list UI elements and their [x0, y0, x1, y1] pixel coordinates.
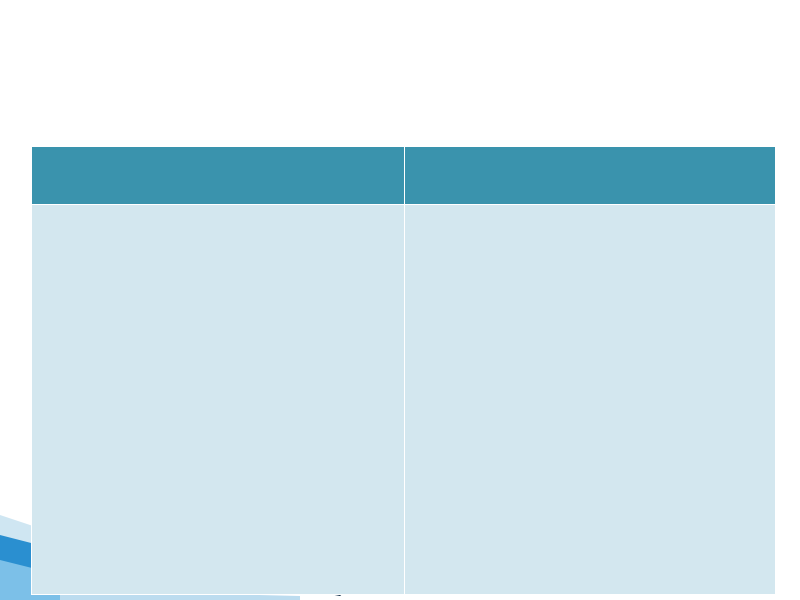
cell-no-drugs — [32, 205, 405, 595]
table-body-row — [32, 205, 776, 595]
comparison-table — [31, 146, 776, 595]
header-drugs — [405, 147, 776, 205]
header-no-drugs — [32, 147, 405, 205]
table-header-row — [32, 147, 776, 205]
cell-drugs — [405, 205, 776, 595]
